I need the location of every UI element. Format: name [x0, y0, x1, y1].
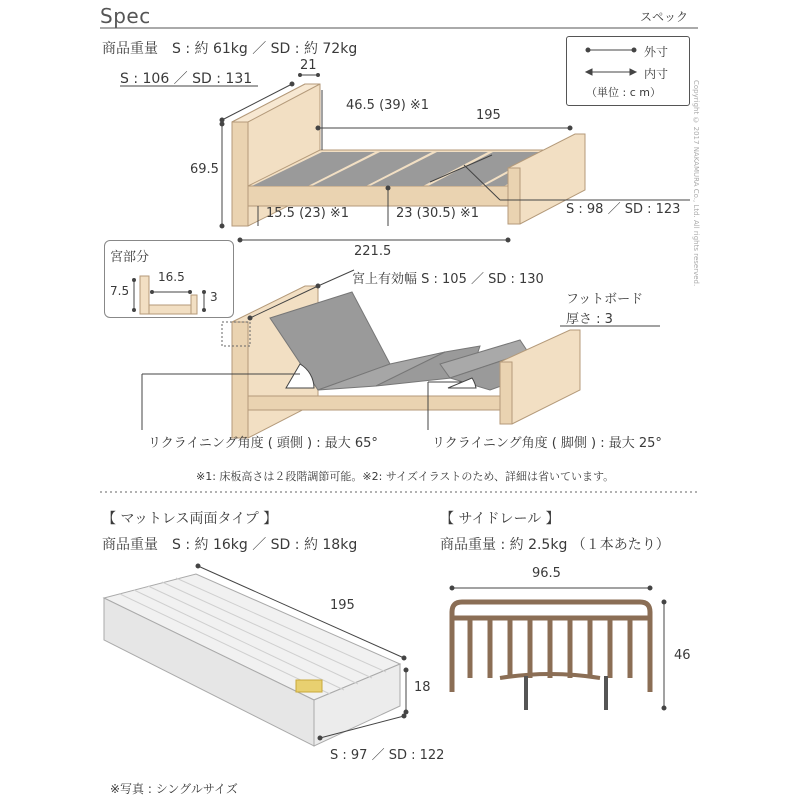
headboard-thickness: 21 — [300, 58, 317, 73]
total-length: 221.5 — [354, 244, 392, 259]
footboard-thickness: 厚さ : 3 — [566, 312, 613, 327]
footboard-width: S : 98 ／ SD : 123 — [566, 202, 681, 217]
floor-to-top: 46.5 (39) ※1 — [346, 98, 430, 113]
shelf-width: 宮上有効幅 S : 105 ／ SD : 130 — [352, 272, 544, 287]
copyright-text: Copyright © 2017 NAKAMURA Co., Ltd. All rights reserved. — [692, 80, 700, 287]
mattress-thickness: 18 — [414, 680, 431, 695]
mattress-section-title: 【 マットレス両面タイプ 】 — [102, 511, 278, 527]
footboard-label: フットボード — [566, 292, 644, 307]
floor-height: 23 (30.5) ※1 — [396, 206, 480, 221]
miya-height: 7.5 — [110, 284, 130, 298]
bed-weight: 商品重量 S : 約 61kg ／ SD : 約 72kg — [102, 41, 358, 57]
miya-title: 宮部分 — [110, 250, 150, 265]
legend-unit-label: （単位 : c m） — [586, 86, 661, 99]
miya-width: 16.5 — [158, 270, 185, 284]
mattress-length: 195 — [330, 598, 355, 613]
headboard-width: S : 106 ／ SD : 131 — [120, 71, 253, 87]
photo-note: ※写真 : シングルサイズ — [110, 782, 238, 796]
mattress-illustration — [104, 574, 400, 746]
mattress-width: S : 97 ／ SD : 122 — [330, 748, 445, 763]
siderail-weight: 商品重量 : 約 2.5kg （１本あたり） — [440, 537, 670, 553]
siderail-width: 96.5 — [532, 566, 561, 581]
siderail-height: 46 — [674, 648, 691, 663]
page-subtitle: スペック — [640, 10, 689, 24]
footnote: ※1: 床板高さは２段階調節可能。※2: サイズイラストのため、詳細は省いています。 — [196, 470, 615, 483]
foot-angle-label: リクライニング角度 ( 脚側 ) : 最大 25° — [432, 436, 662, 451]
mattress-weight: 商品重量 S : 約 16kg ／ SD : 約 18kg — [102, 537, 358, 553]
miya-depth: 3 — [210, 290, 218, 304]
siderail-illustration — [452, 602, 650, 710]
under-clearance: 15.5 (23) ※1 — [266, 206, 350, 221]
bed-length: 195 — [476, 108, 501, 123]
bed-height: 69.5 — [190, 162, 219, 177]
siderail-section-title: 【 サイドレール 】 — [440, 511, 560, 527]
legend-outer-label: 外寸 — [644, 45, 669, 59]
head-angle-label: リクライニング角度 ( 頭側 ) : 最大 65° — [148, 436, 378, 451]
siderail-lines — [450, 586, 666, 710]
recline-illustration — [222, 286, 580, 438]
page-title: Spec — [100, 4, 151, 28]
legend-inner-label: 内寸 — [644, 67, 669, 81]
